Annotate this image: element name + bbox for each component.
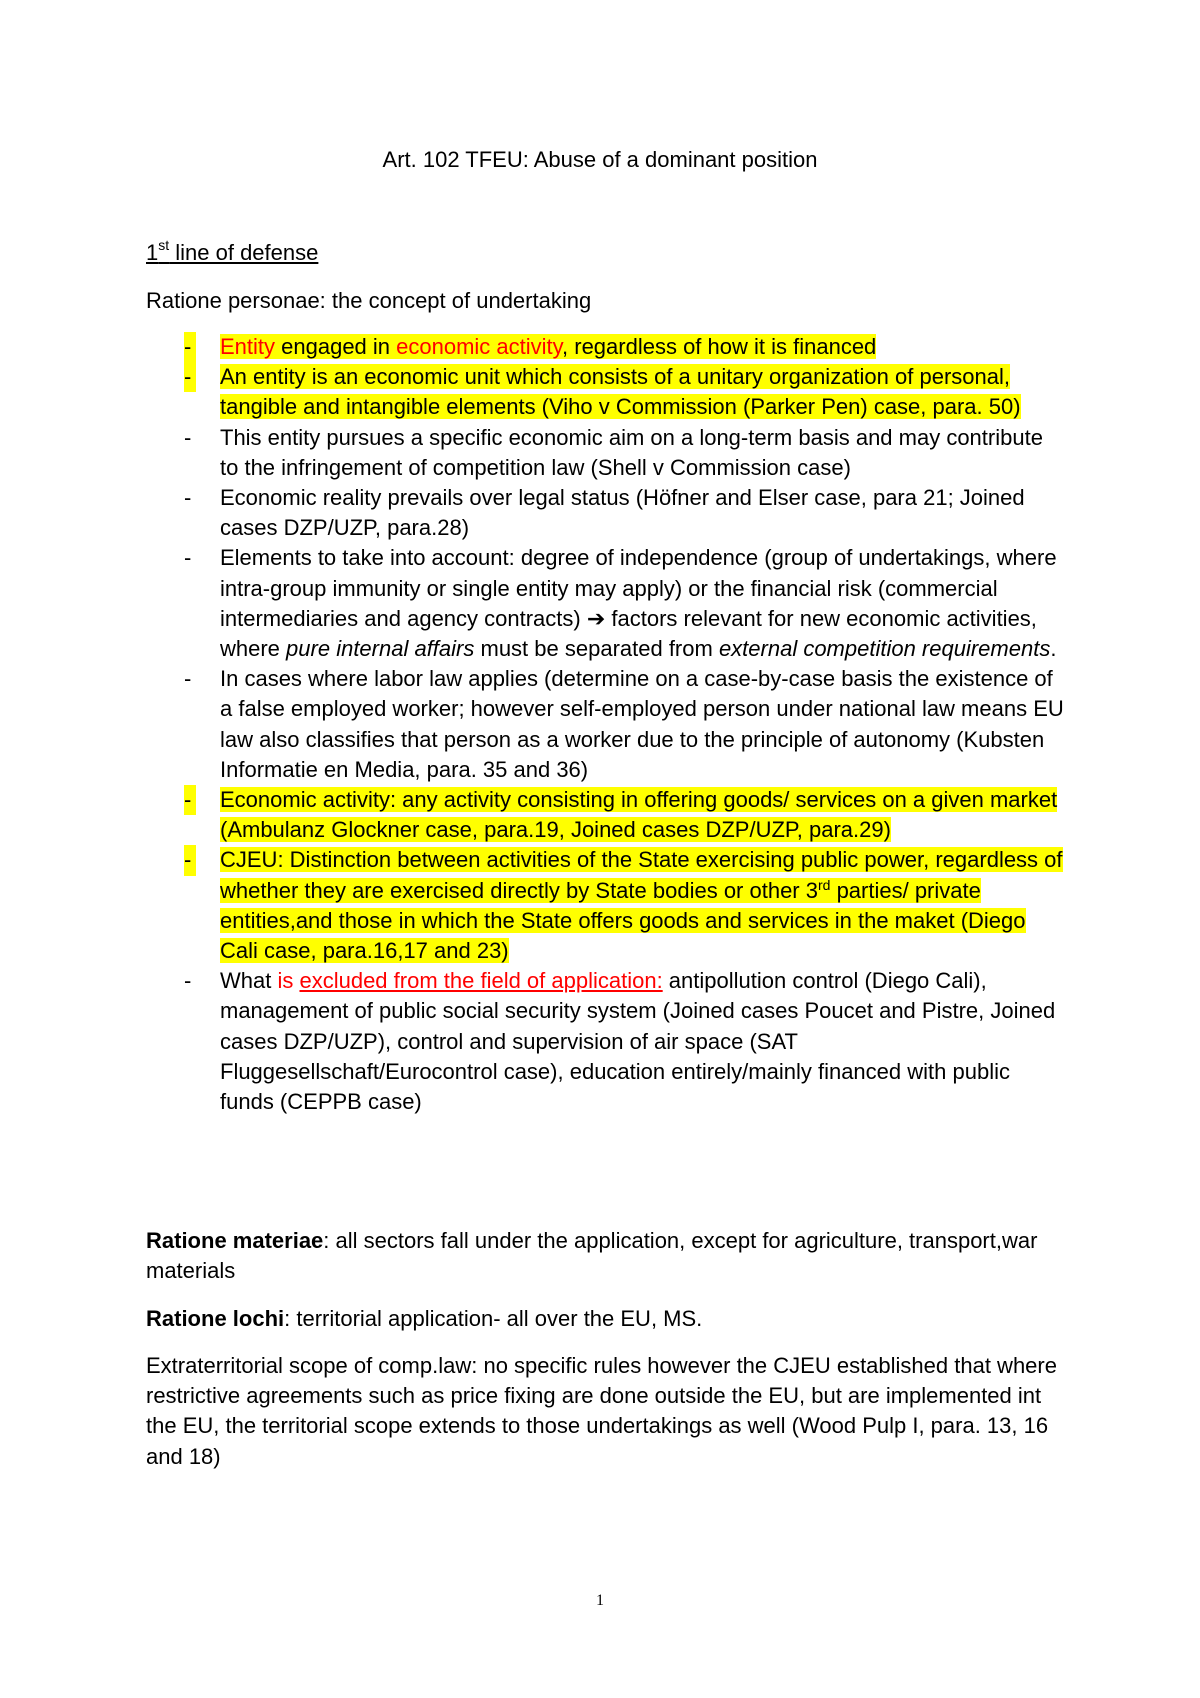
bullet-list — [146, 332, 1066, 1117]
bullet-dash: - — [184, 666, 192, 692]
list-item — [146, 664, 1066, 785]
text-run: antipollution control (Diego Cali), management of public social security system (Joined cases Poucet and Pistre, Joined cases DZP/UZP), control and supervision of air space (SAT Fluggesellschaft/Eurocontrol case), education entirely/mainly financed with public funds (CEPPB case) — [220, 968, 1056, 1115]
section-heading-number: 1 — [146, 240, 159, 265]
section-heading — [146, 238, 318, 268]
section-heading-superscript: st — [158, 236, 170, 253]
list-item-text: In cases where labor law applies (determine on a case-by-case basis the existence of a false employed worker; however self-employed person under national law means EU law also classifies that person as a worker due to the principle of autonomy (Kubsten Informatie en Media, para. 35 and 36) — [220, 666, 1064, 782]
list-item — [146, 845, 1066, 966]
bullet-dash: - — [184, 545, 192, 571]
arrow-icon: ➔ — [586, 605, 606, 631]
list-item-text — [220, 545, 1057, 661]
ratione-lochi-text: : territorial application- all over the EU, MS. — [284, 1306, 703, 1331]
ratione-materiae-label: Ratione materiae — [146, 1228, 324, 1253]
superscript: rd — [818, 876, 831, 893]
highlighted-term: economic activity — [396, 334, 563, 359]
bullet-dash: - — [184, 785, 196, 815]
ratione-personae-heading: Ratione personae: the concept of undertaking — [146, 288, 592, 313]
list-item-text: This entity pursues a specific economic aim on a long-term basis and may contribute to the infringement of competition law (Shell v Commission case) — [220, 424, 1043, 480]
italic-term: external competition requirements — [718, 636, 1051, 662]
bullet-dash: - — [184, 332, 196, 362]
ratione-lochi-paragraph — [146, 1304, 1066, 1334]
bullet-dash: - — [184, 968, 192, 994]
underlined-term: excluded from the field of application: — [299, 968, 663, 994]
list-item — [146, 543, 1066, 664]
ratione-materiae-text: : all sectors fall under the application, except for agriculture, transport,war materials — [146, 1228, 1038, 1284]
bullet-dash: - — [184, 424, 192, 450]
italic-term: pure internal affairs — [286, 636, 475, 662]
text-run: , regardless of how it is financed — [562, 334, 877, 359]
list-item — [146, 332, 1066, 362]
text-run: CJEU: Distinction between activities of the State exercising public power, regardless of whether they are exercised directly by State bodies or other 3 — [220, 847, 1063, 903]
text-run: engaged in — [275, 334, 397, 359]
list-item-text: Economic activity: any activity consisting in offering goods/ services on a given market (Ambulanz Glockner case, para.19, Joined cases DZP/UZP, para.29) — [220, 787, 1058, 843]
highlighted-term: is — [277, 968, 300, 994]
bullet-dash: - — [184, 485, 192, 511]
ratione-lochi-label: Ratione lochi — [146, 1306, 285, 1331]
text-run: What — [220, 968, 278, 994]
list-item-text — [220, 334, 876, 359]
extraterritorial-paragraph: Extraterritorial scope of comp.law: no specific rules however the CJEU established that where restrictive agreements such as price fixing are done outside the EU, but are implemented int the EU, the territorial scope extends to those undertakings as well (Wood Pulp I, para. 13, 16 and 18) — [146, 1353, 1057, 1469]
text-run: factors relevant for new economic activities, where — [220, 605, 1037, 662]
list-item-text — [220, 968, 1055, 1114]
list-item-text — [220, 847, 1063, 963]
page-number: 1 — [596, 1592, 604, 1609]
text-run: Elements to take into account: degree of independence (group of undertakings, where intra-group immunity or single entity may apply) or the financial risk (commercial intermediaries and agency contracts) — [220, 545, 1057, 631]
highlighted-term: Entity — [220, 334, 276, 359]
list-item-text: Economic reality prevails over legal status (Höfner and Elser case, para 21; Joined cases DZP/UZP, para.28) — [220, 485, 1025, 541]
list-item — [146, 362, 1066, 422]
list-item — [146, 966, 1066, 1117]
list-item — [146, 785, 1066, 845]
list-item-text: An entity is an economic unit which consists of a unitary organization of personal, tangible and intangible elements (Viho v Commission (Parker Pen) case, para. 50) — [220, 364, 1021, 420]
bullet-dash: - — [184, 845, 196, 875]
text-run: must be separated from — [474, 636, 719, 662]
section-heading-text: line of defense — [169, 240, 319, 265]
list-item — [146, 423, 1066, 483]
list-item — [146, 483, 1066, 543]
text-run: . — [1050, 636, 1057, 662]
text-run: parties/ private entities,and those in which the State offers goods and services in the maket (Diego Cali case, para.16,17 and 23) — [220, 877, 1026, 964]
bullet-dash: - — [184, 362, 196, 392]
ratione-materiae-paragraph — [146, 1226, 1066, 1286]
document-title: Art. 102 TFEU: Abuse of a dominant position — [382, 147, 818, 172]
